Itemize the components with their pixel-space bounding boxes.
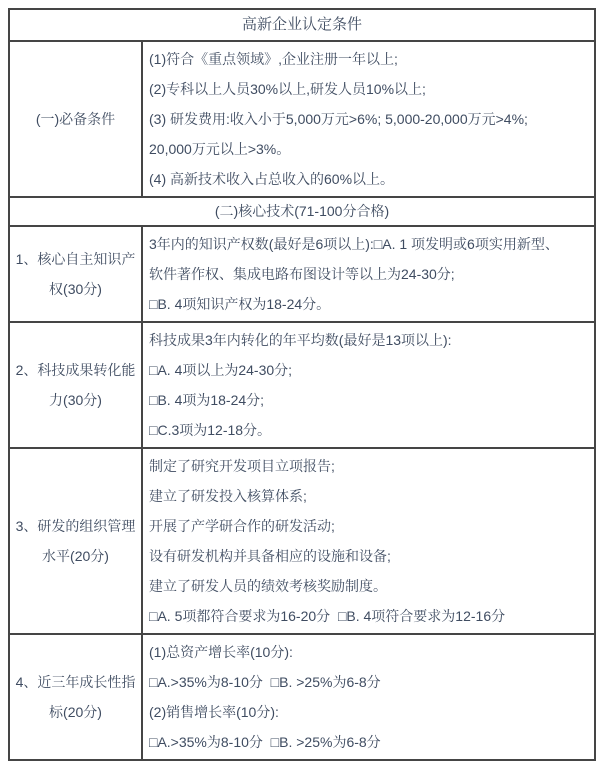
section-header-core-tech: (二)核心技术(71-100分合格) [9,197,595,226]
table-row-management [9,448,595,634]
row-content-growth [142,634,595,760]
content-line: 建立了研发人员的绩效考核奖励制度。 [149,578,387,594]
row-content-required [142,41,595,197]
content-line: 20,000万元以上>3%。 [149,141,291,157]
content-line: 3年内的知识产权数(最好是6项以上):□A. 1 项发明或6项实用新型、 [149,236,559,252]
row-content-management [142,448,595,634]
content-line: (4) 高新技术收入占总收入的60%以上。 [149,171,395,187]
content-line: □A. 5项都符合要求为16-20分 □B. 4项符合要求为12-16分 [149,608,506,624]
content-line: □C.3项为12-18分。 [149,422,272,438]
content-line: □A. 4项以上为24-30分; [149,362,293,378]
row-content-ip [142,226,595,322]
row-label-required: (一)必备条件 [9,41,142,197]
row-label-management: 3、研发的组织管理水平(20分) [9,448,142,634]
row-content-transformation [142,322,595,448]
table-row-ip [9,226,595,322]
content-line: (1)总资产增长率(10分): [149,644,293,660]
content-line: (3) 研发费用:收入小于5,000万元>6%; 5,000-20,000万元>4%; [149,111,528,127]
row-label-growth: 4、近三年成长性指标(20分) [9,634,142,760]
content-line: (1)符合《重点领域》,企业注册一年以上; [149,51,398,67]
content-line: 制定了研究开发项目立项报告; [149,458,335,474]
table-row-section-header [9,197,595,226]
page-title: 高新企业认定条件 [9,9,595,41]
content-line: 软件著作权、集成电路布图设计等以上为24-30分; [149,266,455,282]
content-line: 科技成果3年内转化的年平均数(最好是13项以上): [149,332,452,348]
content-line: □A.>35%为8-10分 □B. >25%为6-8分 [149,674,381,690]
table-row-transformation [9,322,595,448]
certification-conditions-table [8,8,596,761]
content-line: □A.>35%为8-10分 □B. >25%为6-8分 [149,734,381,750]
row-label-ip: 1、核心自主知识产权(30分) [9,226,142,322]
table-row-required-conditions [9,41,595,197]
content-line: □B. 4项知识产权为18-24分。 [149,296,331,312]
row-label-transformation: 2、科技成果转化能力(30分) [9,322,142,448]
content-line: 建立了研发投入核算体系; [149,488,307,504]
content-line: 设有研发机构并具备相应的设施和设备; [149,548,391,564]
content-line: □B. 4项为18-24分; [149,392,265,408]
content-line: (2)专科以上人员30%以上,研发人员10%以上; [149,81,426,97]
content-line: 开展了产学研合作的研发活动; [149,518,335,534]
table-row-growth [9,634,595,760]
content-line: (2)销售增长率(10分): [149,704,279,720]
table-row-title [9,9,595,41]
